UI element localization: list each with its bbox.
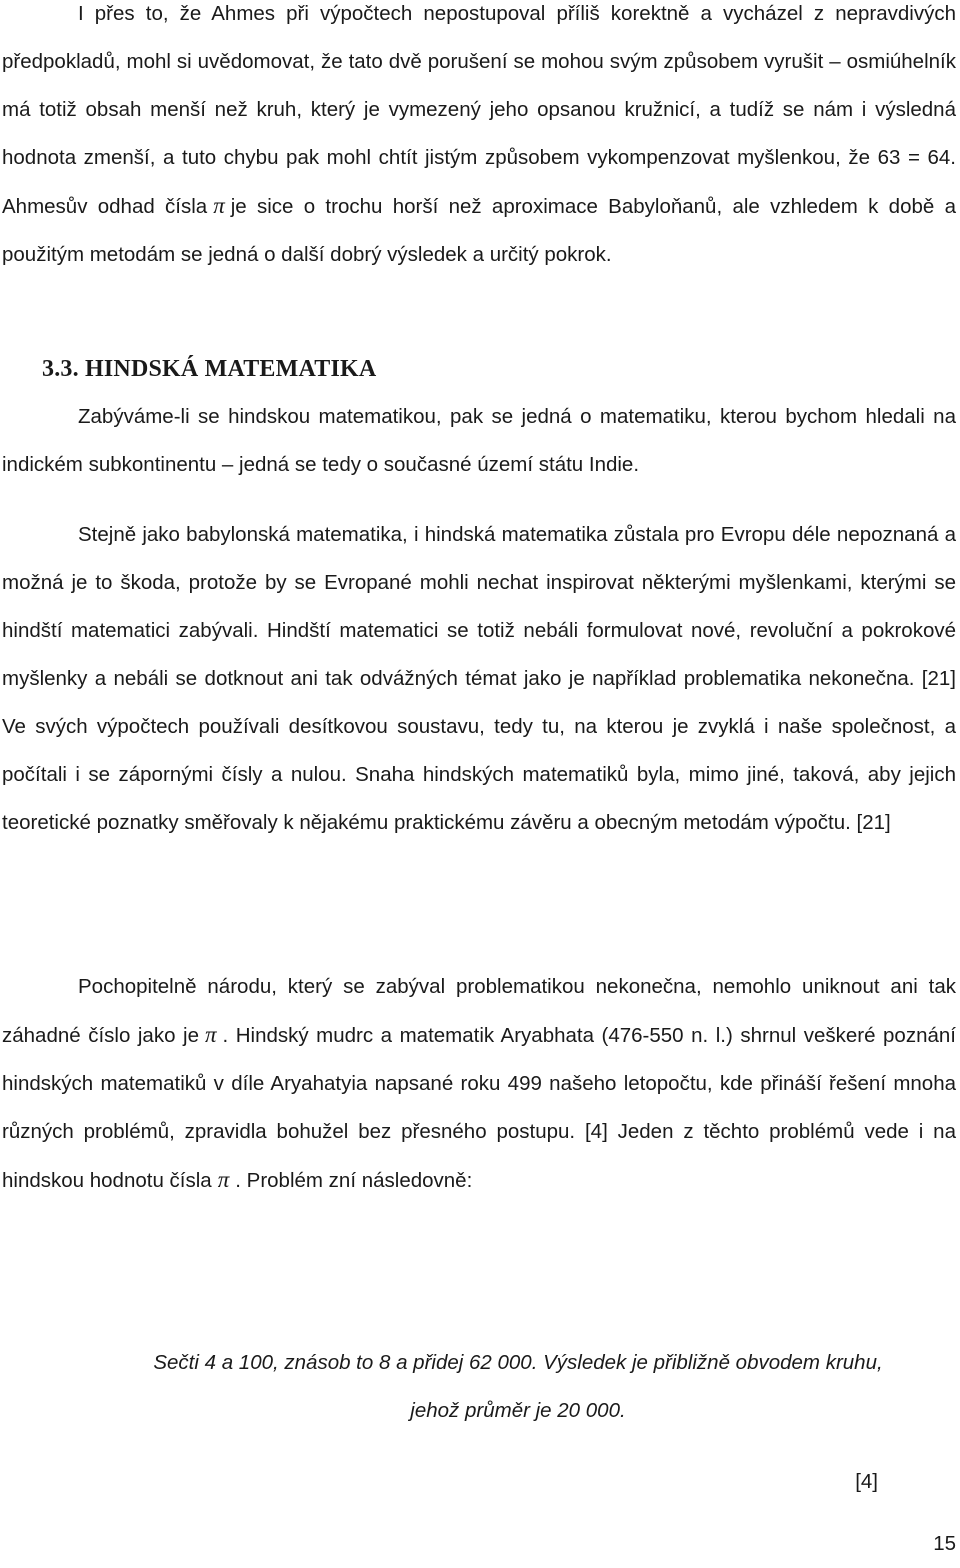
quote-line-2: jehož průměr je 20 000. xyxy=(410,1399,626,1422)
page-number: 15 xyxy=(933,1532,956,1555)
pi-symbol: π xyxy=(213,193,225,218)
aryabhata-quote xyxy=(0,1339,960,1435)
pi-symbol: π xyxy=(217,1167,230,1192)
paragraph-hindu-intro: Zabýváme-li se hindskou matematikou, pak se jedná o matematiku, kterou bychom hledali na indickém subkontinentu – jedná se tedy o současné území státu Indie. xyxy=(2,405,956,476)
paragraph-aryabhata xyxy=(2,963,956,1205)
quote-reference: [4] xyxy=(855,1470,878,1493)
paragraph-aryabhata-text-3: . Problém zní následovně: xyxy=(235,1169,473,1192)
paragraph-aryabhata-text-1: Pochopitelně národu, který se zabýval problematikou nekonečna, nemohlo uniknout ani tak záhadné číslo jako je xyxy=(2,975,956,1047)
paragraph-hindu-math: Stejně jako babylonská matematika, i hindská matematika zůstala pro Evropu déle nepoznaná a možná je to škoda, protože by se Evropané mohli nechat inspirovat některými myšlenkami, kterými se hindští matematici zabývali. Hindští matematici se totiž nebáli formulovat nové, revoluční a pokrokové myšlenky a nebáli se dotknout ani tak odvážných témat jako je například problematika nekonečna. [21] Ve svých výpočtech používali desítkovou soustavu, tedy tu, na kterou je zvyklá i naše společnost, a počítali i se zápornými čísly a nulou. Snaha hindských matematiků byla, mimo jiné, taková, aby jejich teoretické poznatky směřovaly k nějakému praktickému závěru a obecným metodám výpočtu. [21] xyxy=(2,523,956,834)
quote-line-1: Sečti 4 a 100, znásob to 8 a přidej 62 000. Výsledek je přibližně obvodem kruhu, xyxy=(153,1351,883,1374)
paragraph-ahmes-text-1: I přes to, že Ahmes při výpočtech nepostupoval příliš korektně a vycházel z nepravdivých předpokladů, mohl si uvědomovat, že tato dvě porušení se mohou svým způsobem vyrušit – osmiúhelník má totiž obsah menší než kruh, který je vymezený jeho opsanou kružnicí, a tudíž se nám i výsledná hodnota zmenší, a tuto chybu pak mohl chtít jistým způsobem vykompenzovat myšlenkou, že 63 = 64. Ahmesův odhad čísla xyxy=(2,2,956,218)
paragraph-ahmes-text-2: je sice o trochu horší než aproximace Babyloňanů, ale vzhledem k době a použitým metodám se jedná o další dobrý výsledek a určitý pokrok. xyxy=(2,195,956,266)
pi-symbol: π xyxy=(204,1022,217,1047)
section-heading: 3.3. HINDSKÁ MATEMATIKA xyxy=(42,356,377,382)
paragraph-ahmes xyxy=(2,0,956,279)
paragraph-aryabhata-text-2: . Hindský mudrc a matematik Aryabhata (476-550 n. l.) shrnul veškeré poznání hindských matematiků v díle Aryahatyia napsané roku 499 našeho letopočtu, kde přináší řešení mnoha různých problémů, zpravidla bohužel bez přesného postupu. [4] Jeden z těchto problémů vede i na hindskou hodnotu čísla xyxy=(2,1024,956,1192)
